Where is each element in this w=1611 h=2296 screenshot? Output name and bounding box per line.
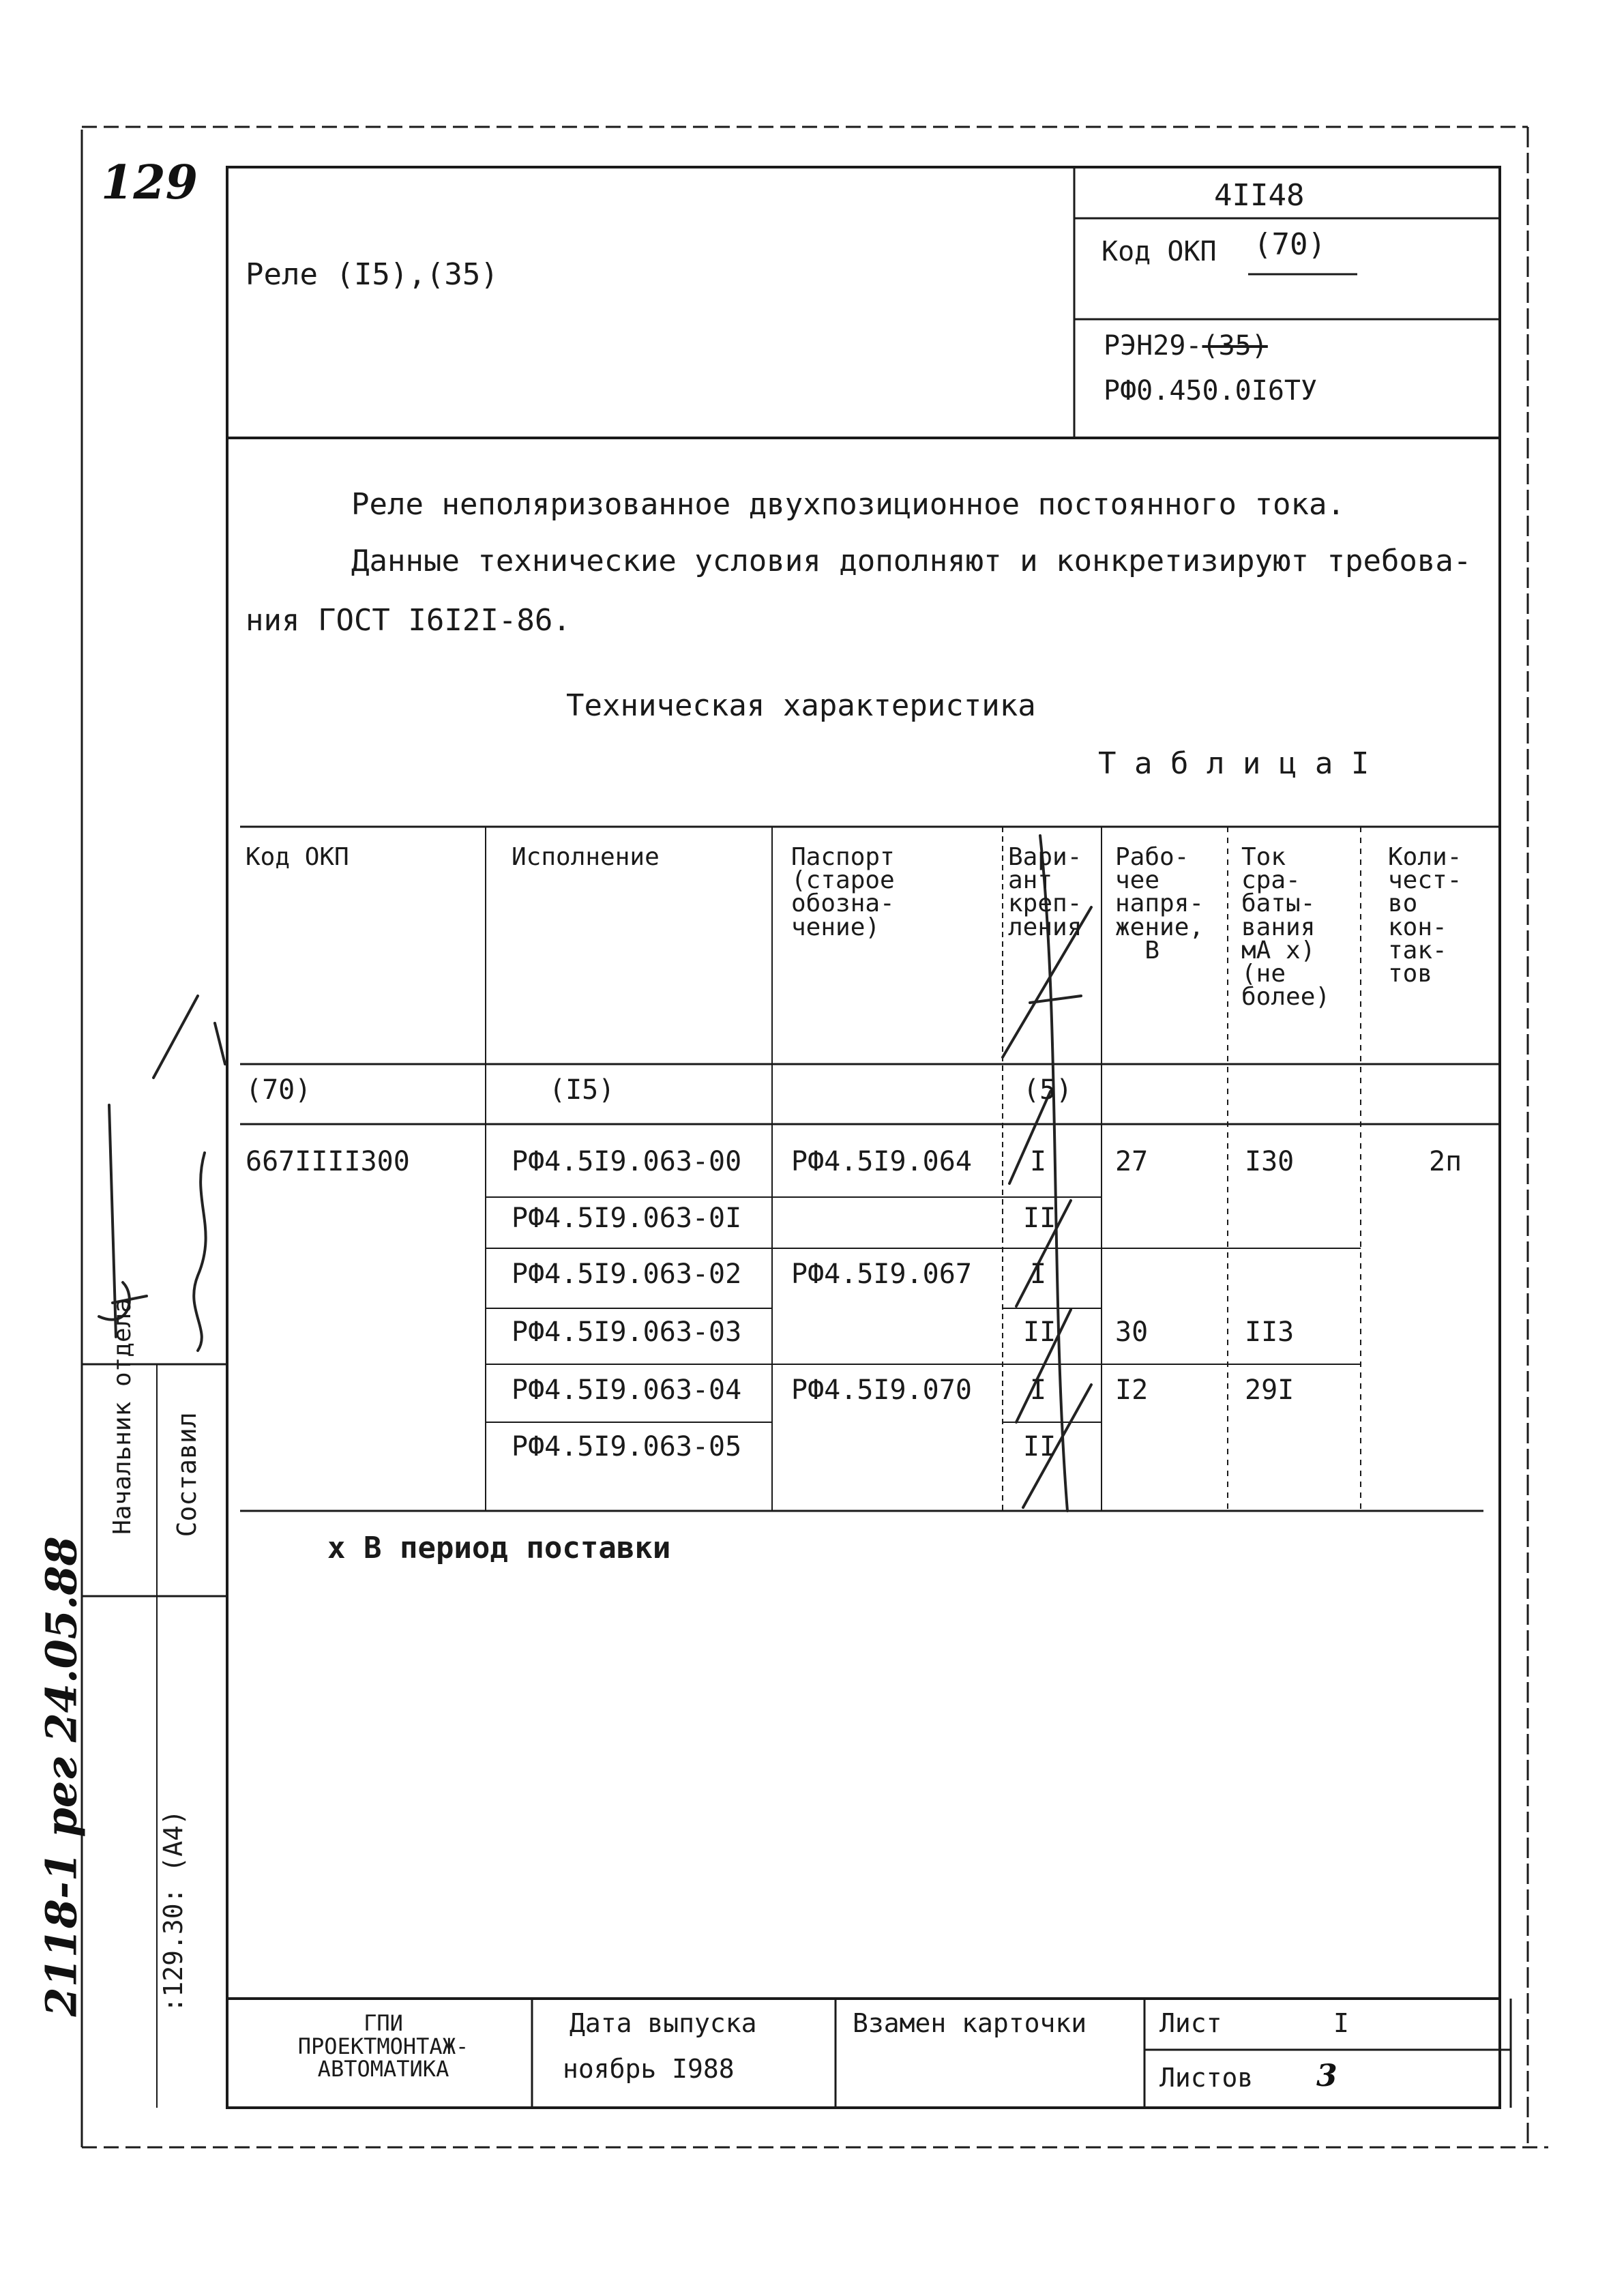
table-row-passport: РФ4.5I9.070 (791, 1374, 972, 1406)
col-header-current: Ток сра- баты- вания мА х) (не более) (1241, 843, 1331, 1012)
okp-code: 667IIII300 (246, 1146, 410, 1177)
col-header-okp: Код ОКП (246, 843, 349, 871)
composer-label: Составил (172, 1412, 203, 1537)
sheet-label: Лист (1159, 2008, 1222, 2038)
table-row-version: РФ4.5I9.063-0I (512, 1203, 742, 1234)
table-row-variant: I (1030, 1374, 1047, 1406)
table-row-current: 29I (1245, 1374, 1295, 1406)
table-row-version: РФ4.5I9.063-04 (512, 1374, 742, 1406)
table-row-variant: I (1030, 1146, 1047, 1177)
card-number: 4II48 (1214, 178, 1305, 213)
designation-line1 (1104, 330, 1268, 362)
code-version: (I5) (549, 1074, 615, 1106)
designation-line2: РФ0.450.0I6ТУ (1104, 375, 1318, 407)
conditions-paragraph-line2: ния ГОСТ I6I2I-86. (246, 603, 571, 638)
sheets-label: Листов (1159, 2063, 1254, 2093)
table-row-variant: II (1023, 1431, 1056, 1462)
form-code: :129.30: (А4) (158, 1810, 189, 2013)
table-row-version: РФ4.5I9.063-05 (512, 1431, 742, 1462)
col-header-passport: Паспорт (старое обозна- чение) (791, 843, 895, 941)
replace-label: Взамен карточки (853, 2008, 1087, 2038)
organization-name: ГПИ ПРОЕКТМОНТАЖ- АВТОМАТИКА (297, 2010, 469, 2082)
table-label: Т а б л и ц а I (1098, 746, 1370, 781)
table-row-version: РФ4.5I9.063-00 (512, 1146, 742, 1177)
okp-value: (70) (1254, 227, 1326, 262)
registration-note: 2118-1 рег 24.05.88 (36, 1536, 87, 2017)
code-okp: (70) (246, 1074, 312, 1106)
composer-label-wrap (113, 1412, 263, 1537)
page-number: 129 (101, 156, 198, 210)
description-paragraph: Реле неполяризованное двухпозиционное постоянного тока. (351, 487, 1345, 522)
release-date: ноябрь I988 (563, 2054, 735, 2084)
code-variant: (5) (1023, 1074, 1073, 1106)
table-row-voltage: 30 (1115, 1316, 1149, 1348)
designation-struck: (35) (1202, 330, 1268, 362)
col-header-contacts: Коли- чест- во кон- так- тов (1388, 843, 1462, 988)
sheet-value: I (1333, 2008, 1349, 2038)
document-title: Реле (I5),(35) (246, 257, 499, 292)
table-row-variant: II (1023, 1316, 1056, 1348)
contacts-count: 2п (1429, 1146, 1462, 1177)
col-header-voltage: Рабо- чее напря- жение, В (1115, 843, 1204, 965)
table-row-current: II3 (1245, 1316, 1295, 1348)
sheets-value: 3 (1316, 2059, 1337, 2093)
section-title: Техническая характеристика (566, 688, 1036, 723)
okp-label: Код ОКП (1102, 236, 1217, 267)
table-row-voltage: 27 (1115, 1146, 1149, 1177)
footnote: х В период поставки (327, 1531, 671, 1565)
table-row-variant: II (1023, 1203, 1056, 1234)
designation-prefix: РЭН29- (1104, 330, 1202, 362)
table-row-current: I30 (1245, 1146, 1295, 1177)
table-row-variant: I (1030, 1259, 1047, 1290)
col-header-variant: Вари- ант креп- ления (1008, 843, 1082, 941)
head-of-department-label: Начальник отдела (108, 1298, 137, 1535)
conditions-paragraph-line1: Данные технические условия дополняют и конкретизируют требова- (351, 544, 1472, 578)
table-row-passport: РФ4.5I9.064 (791, 1146, 972, 1177)
table-row-version: РФ4.5I9.063-02 (512, 1259, 742, 1290)
table-row-voltage: I2 (1115, 1374, 1149, 1406)
col-header-version: Исполнение (512, 843, 660, 871)
table-row-passport: РФ4.5I9.067 (791, 1259, 972, 1290)
table-row-version: РФ4.5I9.063-03 (512, 1316, 742, 1348)
form-code-wrap (72, 1810, 276, 2013)
release-label: Дата выпуска (570, 2008, 757, 2038)
